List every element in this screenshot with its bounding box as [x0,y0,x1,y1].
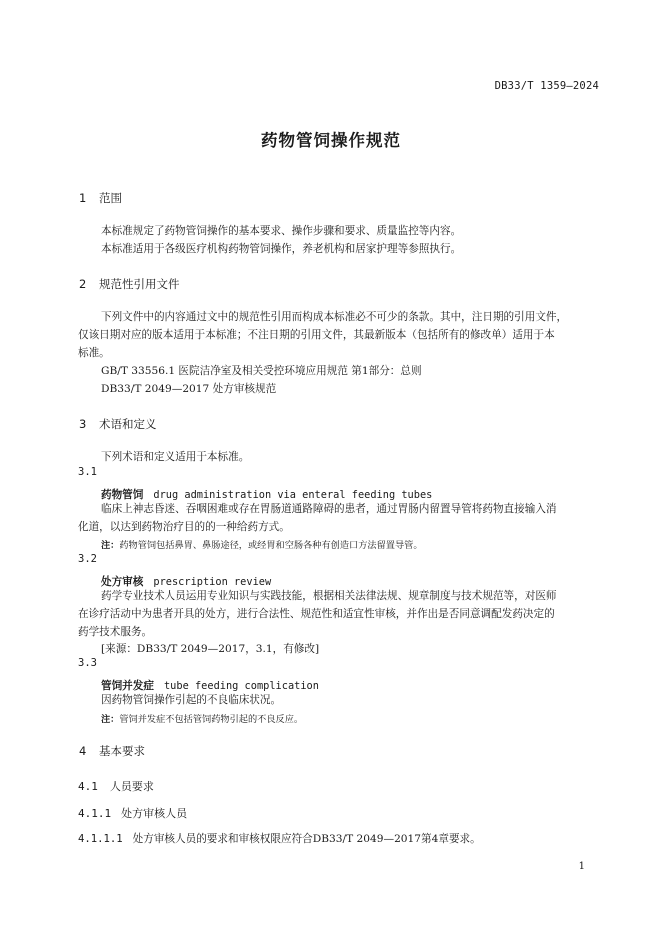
subsection-number: 4.1.1 [78,807,112,820]
note-label: 注： [101,540,120,551]
clause-text: 处方审核人员的要求和审核权限应符合DB33/T 2049—2017第4章要求。 [132,833,481,845]
term-chinese: 处方审核 [101,576,144,588]
section-title: 基本要求 [99,744,145,758]
page-number: 1 [578,861,585,872]
term-number: 3.1 [78,466,97,478]
paragraph-line: 下列文件中的内容通过文中的规范性引用而构成本标准必不可少的条款。其中，注日期的引用文件， [101,311,568,323]
section-4-heading [79,743,145,759]
section-number: 2 [79,277,87,291]
normative-reference: GB/T 33556.1 医院洁净室及相关受控环境应用规范 第1部分：总则 [101,365,422,377]
paragraph: 本标准规定了药物管饲操作的基本要求、操作步骤和要求、质量监控等内容。 [101,225,462,237]
section-3-heading [79,416,157,432]
section-number: 4 [79,744,87,758]
section-number: 3 [79,417,87,431]
subsection-4-1-heading [78,778,154,794]
definition-line: 药学专业技术人员运用专业知识与实践技能，根据相关法律法规、规章制度与技术规范等，对医师 [101,590,557,602]
definition-line: 化道，以达到药物治疗目的的一种给药方式。 [78,521,290,533]
definition-line: 药学技术服务。 [78,626,153,638]
definition-line: 在诊疗活动中为患者开具的处方，进行合法性、规范性和适宜性审核，并作出是否同意调配发药决定的 [78,608,555,620]
paragraph-line: 标准。 [78,347,110,359]
normative-reference: DB33/T 2049—2017 处方审核规范 [101,383,277,395]
term-chinese: 药物管饲 [101,489,144,501]
clause-4-1-1-1 [78,830,481,848]
document-id: DB33/T 1359—2024 [494,80,599,92]
term-chinese: 管饲并发症 [101,680,154,692]
section-title: 范围 [99,191,122,205]
note-text: 管饲并发症不包括管饲药物引起的不良反应。 [119,714,304,725]
document-title: 药物管饲操作规范 [261,131,401,150]
paragraph: 本标准适用于各级医疗机构药物管饲操作，养老机构和居家护理等参照执行。 [101,243,462,255]
term-english: tube feeding complication [163,680,319,692]
subsection-title: 处方审核人员 [121,807,188,820]
paragraph-line: 仅该日期对应的版本适用于本标准；不注日期的引用文件，其最新版本（包括所有的修改单）适用于本 [78,329,555,341]
section-title: 术语和定义 [99,417,157,431]
source-reference: [来源：DB33/T 2049—2017，3.1，有修改] [101,643,320,655]
note [101,711,303,725]
paragraph: 下列术语和定义适用于本标准。 [101,451,250,463]
term-number: 3.2 [78,553,97,565]
term-english: prescription review [153,576,272,588]
subsection-4-1-1-heading [78,805,187,821]
section-2-heading [79,276,180,292]
section-number: 1 [79,191,87,205]
note-label: 注： [101,714,120,725]
definition-line: 临床上神志昏迷、吞咽困难或存在胃肠道通路障碍的患者，通过胃肠内留置导管将药物直接输入消 [101,503,557,515]
section-title: 规范性引用文件 [99,277,180,291]
note [101,537,423,551]
definition-line: 因药物管饲操作引起的不良临床状况。 [101,694,282,706]
term-number: 3.3 [78,657,97,669]
section-1-heading [79,190,122,206]
clause-number: 4.1.1.1 [78,833,123,845]
term-english: drug administration via enteral feeding tubes [153,489,433,501]
subsection-number: 4.1 [78,780,98,793]
subsection-title: 人员要求 [109,780,154,793]
note-text: 药物管饲包括鼻胃、鼻肠途径，或经胃和空肠各种有创造口方法留置导管。 [119,540,423,551]
